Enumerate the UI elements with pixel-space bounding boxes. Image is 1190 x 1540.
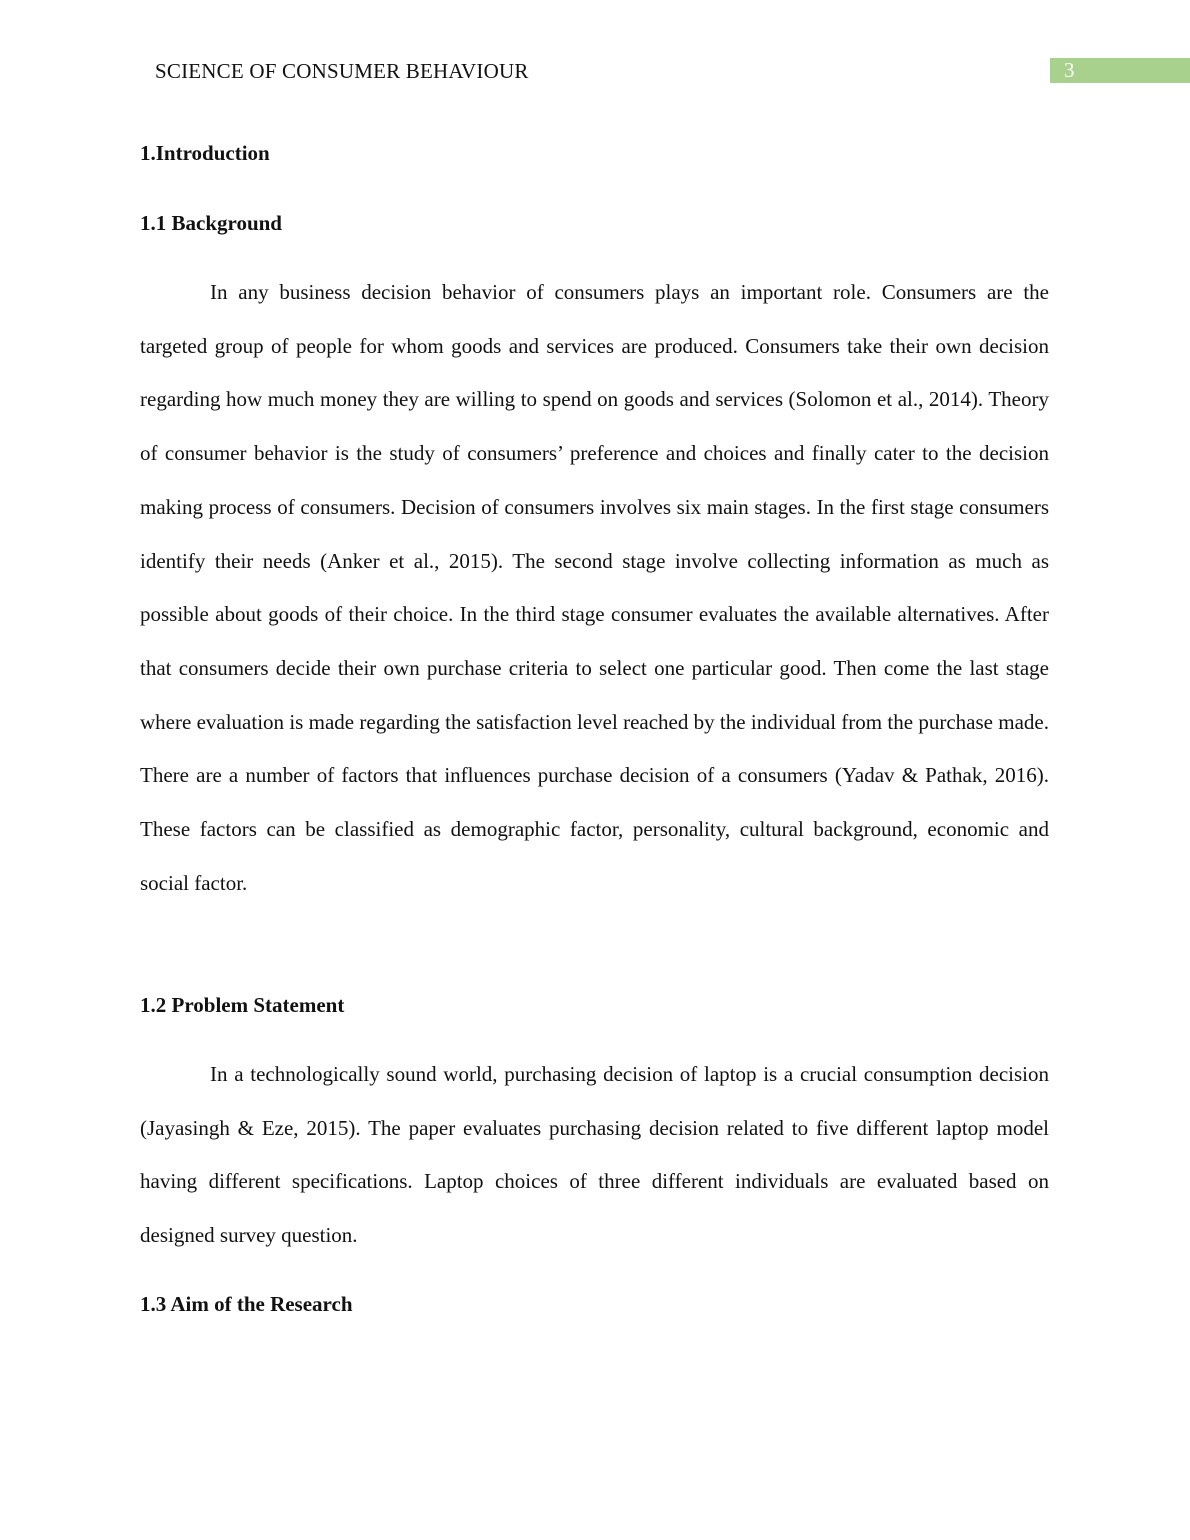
paragraph-problem-statement: In a technologically sound world, purchasing decision of laptop is a crucial consumption decision (Jayasingh & Eze, 2015). The paper evaluates purchasing decision related to five different laptop model having different specifications. Laptop choices of three different individuals are evaluated based on designed survey question. bbox=[140, 1062, 1049, 1248]
paragraph-background: In any business decision behavior of consumers plays an important role. Consumers are the targeted group of people for whom goods and services are produced. Consumers take their own decision regarding how much money they are willing to spend on goods and services (Solomon et al., 2014). Theory of consumer behavior is the study of consumers’ preference and choices and finally cater to the decision making process of consumers. Decision of consumers involves six main stages. In the first stage consumers identify their needs (Anker et al., 2015). The second stage involve collecting information as much as possible about goods of their choice. In the third stage consumer evaluates the available alternatives. After that consumers decide their own purchase criteria to select one particular good. Then come the last stage where evaluation is made regarding the satisfaction level reached by the individual from the purchase made. There are a number of factors that influences purchase decision of a consumers (Yadav & Pathak, 2016). These factors can be classified as demographic factor, personality, cultural background, economic and social factor. bbox=[140, 280, 1049, 895]
heading-background: 1.1 Background bbox=[140, 211, 282, 235]
running-header-title: SCIENCE OF CONSUMER BEHAVIOUR bbox=[155, 59, 529, 83]
heading-aim-of-research: 1.3 Aim of the Research bbox=[140, 1292, 353, 1316]
heading-introduction: 1.Introduction bbox=[140, 141, 270, 165]
heading-problem-statement: 1.2 Problem Statement bbox=[140, 993, 345, 1017]
page-number-badge bbox=[1050, 58, 1190, 83]
page-number: 3 bbox=[1064, 58, 1075, 82]
